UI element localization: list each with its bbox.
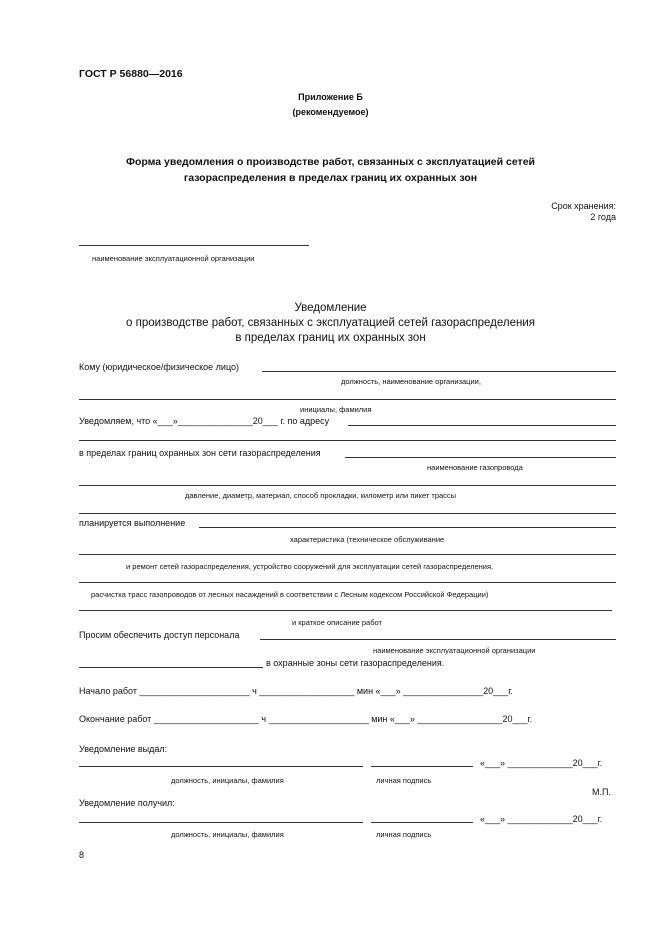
work-caption-1: характеристика (техническое обслуживание xyxy=(290,535,445,544)
to-field[interactable] xyxy=(262,371,616,372)
zones-text: в охранные зоны сети газораспределения. xyxy=(266,658,445,668)
storage-label: Срок хранения: xyxy=(551,201,616,211)
planned-label: планируется выполнение xyxy=(79,518,186,528)
pipeline-params-field-2[interactable] xyxy=(79,513,616,514)
access-org-field-2[interactable] xyxy=(79,667,263,668)
notice-title: Уведомление xyxy=(294,302,367,314)
address-field-2[interactable] xyxy=(79,440,616,441)
work-caption-2: и ремонт сетей газораспределения, устройство сооружений для эксплуатации сетей газораспределения, xyxy=(126,562,494,571)
work-field-3[interactable] xyxy=(79,582,616,583)
issued-date[interactable]: «___» _____________20___г. xyxy=(480,758,603,768)
to-field-2[interactable] xyxy=(79,399,616,400)
work-caption-4: и краткое описание работ xyxy=(292,618,382,627)
to-label: Кому (юридическое/физическое лицо) xyxy=(79,362,240,372)
storage-value: 2 года xyxy=(590,212,616,222)
org-name-line[interactable] xyxy=(79,245,309,246)
issued-name-caption: должность, инициалы, фамилия xyxy=(171,776,284,785)
issued-name-field[interactable] xyxy=(79,766,363,767)
work-start-line[interactable]: Начало работ ______________________ ч ___________________ мин «___» ________________20___г. xyxy=(79,686,513,696)
within-label: в пределах границ охранных зон сети газораспределения xyxy=(79,448,321,458)
received-label: Уведомление получил: xyxy=(79,798,175,808)
form-title-line1: Форма уведомления о производстве работ, связанных с эксплуатацией сетей xyxy=(126,156,535,168)
notice-line3: в пределах границ их охранных зон xyxy=(235,332,426,344)
work-field-4[interactable] xyxy=(79,610,612,611)
access-caption: наименование эксплуатационной организации xyxy=(373,646,536,655)
appendix-title: Приложение Б xyxy=(298,92,363,102)
address-field[interactable] xyxy=(348,425,616,426)
work-field-2[interactable] xyxy=(79,554,616,555)
received-signature-caption: личная подпись xyxy=(376,830,432,839)
work-caption-3: расчистка трасс газопроводов от лесных насаждений в соответствии с Лесным кодексом Российской Федерации) xyxy=(91,590,489,599)
issued-signature-field[interactable] xyxy=(371,766,473,767)
access-org-field[interactable] xyxy=(260,639,616,640)
pipeline-caption: наименование газопровода xyxy=(427,463,523,472)
to-caption-position: должность, наименование организации, xyxy=(341,377,481,386)
org-name-caption: наименование эксплуатационной организации xyxy=(92,254,255,263)
work-end-line[interactable]: Окончание работ _____________________ ч ____________________ мин «___» _________________20___г. xyxy=(79,714,533,724)
to-caption-name: инициалы, фамилия xyxy=(300,405,372,414)
seal-label: М.П. xyxy=(592,787,611,797)
issued-label: Уведомление выдал: xyxy=(79,744,168,754)
standard-number: ГОСТ Р 56880—2016 xyxy=(79,68,183,80)
page-number: 8 xyxy=(79,850,85,860)
notify-label: Уведомляем, что «___»_______________20___ г. по адресу xyxy=(79,416,330,426)
received-name-caption: должность, инициалы, фамилия xyxy=(171,830,284,839)
access-label: Просим обеспечить доступ персонала xyxy=(79,630,240,640)
work-field[interactable] xyxy=(199,527,616,528)
received-name-field[interactable] xyxy=(79,822,363,823)
notice-line2: о производстве работ, связанных с эксплуатацией сетей газораспределения xyxy=(126,317,535,329)
pipeline-field[interactable] xyxy=(345,457,616,458)
appendix-note: (рекомендуемое) xyxy=(292,107,369,117)
issued-signature-caption: личная подпись xyxy=(376,776,432,785)
received-date[interactable]: «___» _____________20___г. xyxy=(480,814,603,824)
form-title-line2: газораспределения в пределах границ их охранных зон xyxy=(183,172,478,184)
received-signature-field[interactable] xyxy=(371,822,473,823)
pipeline-params-caption: давление, диаметр, материал, способ прокладки, километр или пикет трассы xyxy=(185,491,457,500)
pipeline-params-field[interactable] xyxy=(79,485,616,486)
